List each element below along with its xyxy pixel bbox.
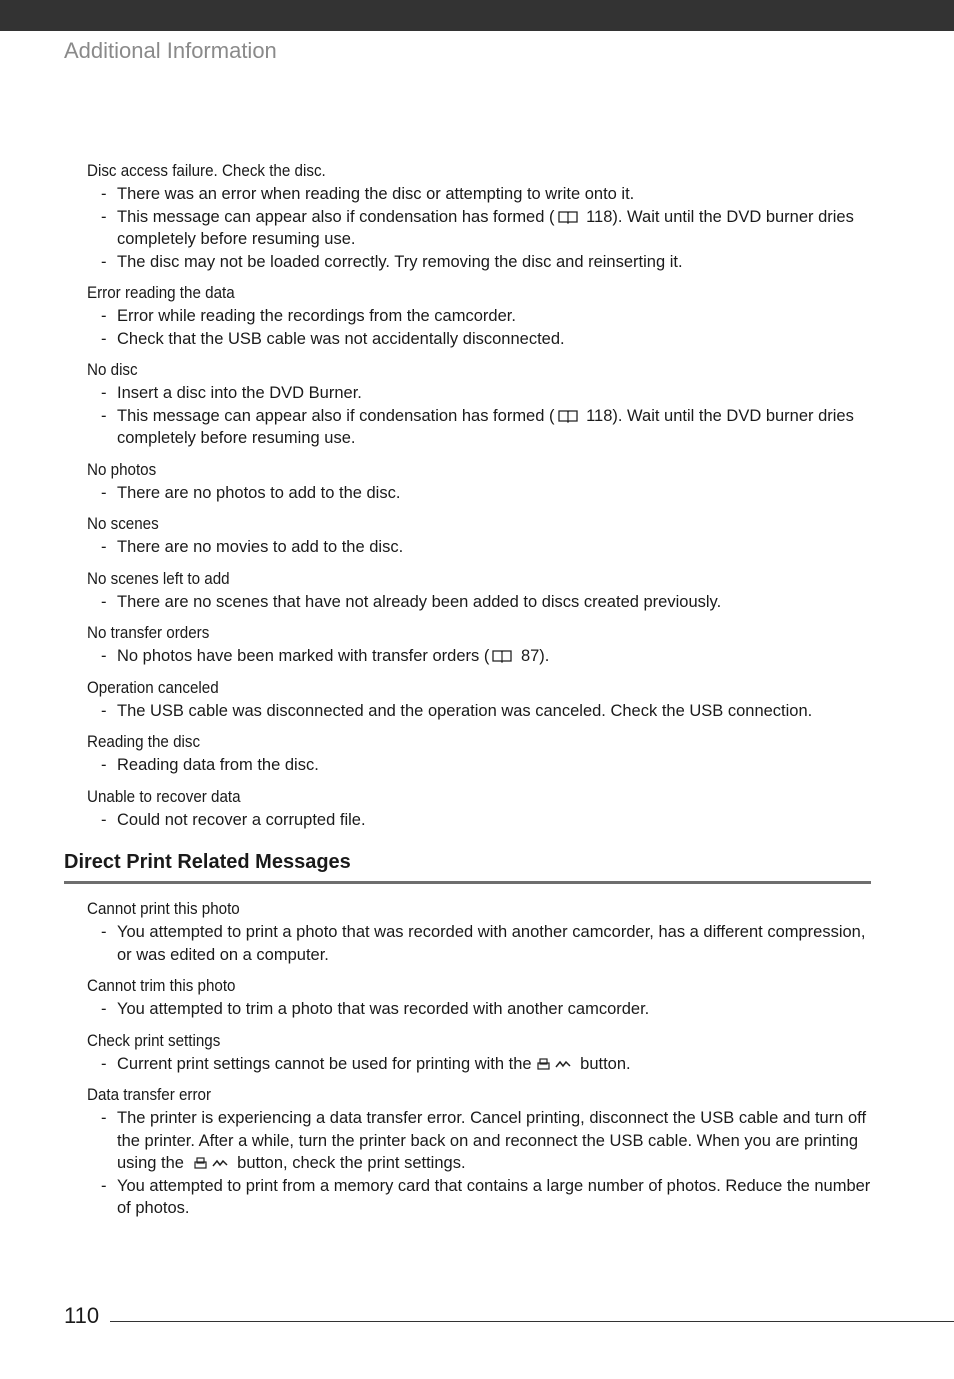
list-item [87, 405, 877, 450]
bullet-dash: - [101, 483, 107, 502]
message-title: Cannot trim this photo [87, 977, 236, 995]
item-text: You attempted to trim a photo that was recorded with another camcorder. [117, 1000, 650, 1018]
bullet-dash: - [101, 810, 107, 829]
bullet-dash: - [101, 185, 107, 203]
item-text: button, check the print settings. [232, 1154, 466, 1172]
message-title: No disc [87, 361, 138, 379]
list-item [87, 328, 877, 351]
item-text: There are no scenes that have not already been added to discs created previously. [117, 592, 722, 611]
item-text: Reading data from the disc. [117, 756, 319, 774]
message-title: Disc access failure. Check the disc. [87, 162, 326, 180]
book-icon [558, 210, 578, 224]
item-text: Error while reading the recordings from the camcorder. [117, 307, 516, 325]
bullet-dash: - [101, 538, 107, 556]
item-text: The disc may not be loaded correctly. Try removing the disc and reinserting it. [117, 252, 683, 271]
print-share-icon [536, 1057, 572, 1071]
message-title: Error reading the data [87, 284, 235, 302]
print-share-icon [193, 1156, 229, 1170]
message-title: No scenes [87, 515, 159, 533]
bullet-dash: - [101, 252, 107, 271]
top-bar [0, 0, 954, 31]
message-title: No scenes left to add [87, 569, 230, 588]
item-text: The USB cable was disconnected and the operation was canceled. Check the USB connection. [117, 701, 813, 720]
list-item [87, 645, 877, 668]
message-entry [87, 459, 877, 505]
item-text: You attempted to print from a memory card that contains a large number of photos. Reduce the number of photos. [117, 1176, 871, 1217]
list-item [87, 998, 877, 1021]
item-text: No photos have been marked with transfer orders ( [117, 647, 490, 665]
message-entry [87, 1084, 877, 1220]
bullet-dash: - [101, 329, 107, 348]
message-entry [87, 731, 877, 777]
message-title: Operation canceled [87, 678, 219, 697]
section-heading: Direct Print Related Messages [64, 849, 871, 884]
message-entry [87, 975, 877, 1021]
item-text: There are no movies to add to the disc. [117, 538, 404, 556]
item-text: Current print settings cannot be used for printing with the [117, 1054, 532, 1073]
item-text: 118). Wait until the DVD burner dries completely before resuming use. [117, 207, 854, 248]
bullet-dash: - [101, 647, 107, 665]
item-text: Could not recover a corrupted file. [117, 810, 366, 829]
list-item [87, 183, 877, 206]
footer-rule [110, 1321, 954, 1322]
message-entry [87, 1030, 877, 1076]
bullet-dash: - [101, 923, 107, 941]
list-item [87, 536, 877, 559]
list-item [87, 305, 877, 328]
book-icon [558, 409, 578, 423]
item-text: This message can appear also if condensation has formed ( [117, 207, 555, 226]
list-item [87, 809, 877, 832]
message-title: No photos [87, 460, 157, 479]
bullet-dash: - [101, 756, 107, 774]
message-title: Data transfer error [87, 1086, 212, 1104]
message-entry [87, 898, 877, 966]
list-item [87, 206, 877, 251]
message-entry [87, 568, 877, 614]
list-item [87, 1053, 877, 1076]
message-title: Cannot print this photo [87, 900, 240, 918]
item-text: button. [575, 1054, 631, 1073]
item-text: This message can appear also if condensation has formed ( [117, 406, 555, 425]
bullet-dash: - [101, 384, 107, 402]
list-item [87, 700, 877, 723]
page-number: 110 [64, 1303, 100, 1328]
bullet-dash: - [101, 307, 107, 325]
message-title: No transfer orders [87, 624, 210, 642]
message-entry [87, 513, 877, 559]
item-text: The printer is experiencing a data transfer error. Cancel printing, disconnect the USB cable and turn off the printer. After a while, turn the printer back on and reconnect the USB cable. When you are printing using the [117, 1109, 867, 1172]
list-item [87, 591, 877, 614]
list-item [87, 482, 877, 505]
message-title: Reading the disc [87, 733, 201, 751]
bullet-dash: - [101, 701, 107, 720]
list-item [87, 251, 877, 274]
message-entry [87, 359, 877, 450]
list-item [87, 382, 877, 405]
bullet-dash: - [101, 1054, 107, 1073]
item-text: There are no photos to add to the disc. [117, 483, 401, 502]
message-entry [87, 622, 877, 668]
list-item [87, 1107, 877, 1175]
bullet-dash: - [101, 406, 107, 425]
message-entry [87, 160, 877, 273]
message-title: Unable to recover data [87, 787, 241, 806]
message-title: Check print settings [87, 1031, 221, 1050]
message-entry [87, 282, 877, 350]
list-item [87, 754, 877, 777]
message-entry [87, 677, 877, 723]
section-title: Additional Information [64, 38, 277, 63]
bullet-dash: - [101, 1000, 107, 1018]
item-text: There was an error when reading the disc or attempting to write onto it. [117, 185, 635, 203]
item-text: 118). Wait until the DVD burner dries completely before resuming use. [117, 406, 854, 447]
message-entry [87, 786, 877, 832]
message-list [0, 160, 954, 1229]
bullet-dash: - [101, 1109, 107, 1127]
item-text: Insert a disc into the DVD Burner. [117, 384, 362, 402]
bullet-dash: - [101, 1176, 107, 1195]
item-text: Check that the USB cable was not accidentally disconnected. [117, 329, 565, 348]
book-icon [492, 649, 512, 663]
bullet-dash: - [101, 207, 107, 226]
item-text: 87). [516, 647, 550, 665]
list-item [87, 921, 877, 966]
item-text: You attempted to print a photo that was recorded with another camcorder, has a different compression, or was edited on a computer. [117, 923, 866, 964]
list-item [87, 1175, 877, 1220]
bullet-dash: - [101, 592, 107, 611]
